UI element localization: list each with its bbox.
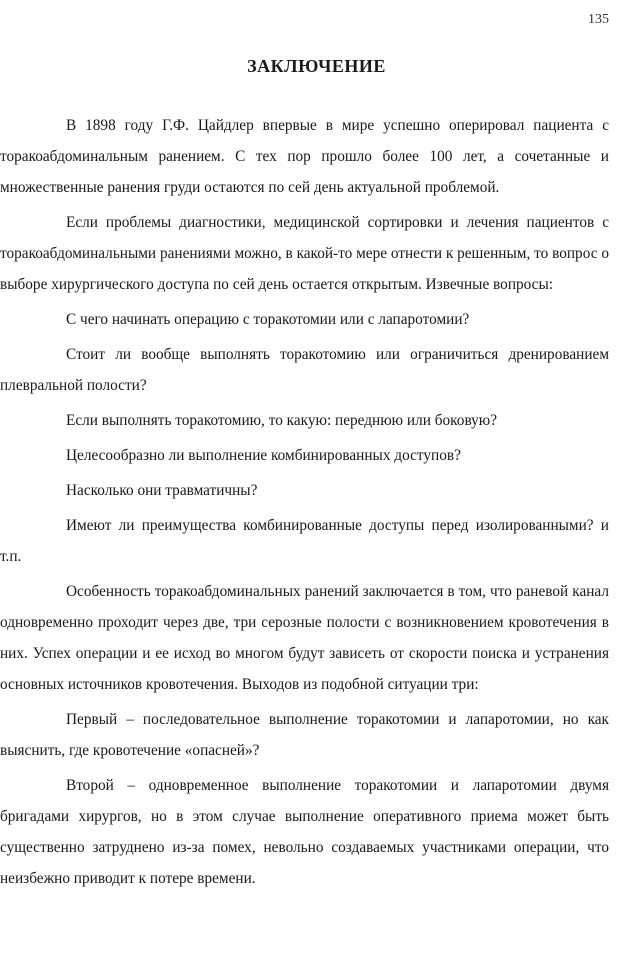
question-start: С чего начинать операцию с торакотомии или с лапаротомии?	[66, 311, 470, 328]
question-which-thoracotomy: Если выполнять торакотомию, то какую: переднюю или боковую?	[66, 412, 498, 429]
body-text	[0, 110, 609, 898]
paragraph-intro: В 1898 году Г.Ф. Цайдлер впервые в мире успешно оперировал пациента с торакоабдоминальным ранением. С тех пор прошло более 100 лет, а сочетанные и множественные ранения груди остаются по сей день актуальной проблемой.	[0, 117, 609, 196]
page-number: 135	[588, 12, 609, 27]
question-advantages: Имеют ли преимущества комбинированные доступы перед изолированными? и т.п.	[0, 517, 609, 565]
paragraph-features: Особенность торакоабдоминальных ранений заключается в том, что раневой канал одновременно проходит через две, три серозные полости с возникновением кровотечения в них. Успех операции и ее исход во многом будут зависеть от скорости поиска и устранения основных источников кровотечения. Выходов из подобной ситуации три:	[0, 583, 609, 693]
question-thoracotomy: Стоит ли вообще выполнять торакотомию или ограничиться дренированием плевральной полости?	[0, 346, 609, 394]
paragraph-problems: Если проблемы диагностики, медицинской сортировки и лечения пациентов с торакоабдоминальными ранениями можно, в какой-то мере отнести к решенным, то вопрос о выборе хирургического доступа по сей день остается открытым. Извечные вопросы:	[0, 214, 609, 293]
paragraph-first-option: Первый – последовательное выполнение торакотомии и лапаротомии, но как выяснить, где кровотечение «опасней»?	[0, 711, 609, 759]
question-traumatic: Насколько они травматичны?	[66, 482, 258, 499]
question-combined: Целесообразно ли выполнение комбинированных доступов?	[66, 447, 461, 464]
paragraph-second-option: Второй – одновременное выполнение торакотомии и лапаротомии двумя бригадами хирургов, но в этом случае выполнение оперативного приема может быть существенно затруднено из-за помех, невольно создаваемых участниками операции, что неизбежно приводит к потере времени.	[0, 777, 609, 887]
page-title: ЗАКЛЮЧЕНИЕ	[247, 56, 386, 76]
